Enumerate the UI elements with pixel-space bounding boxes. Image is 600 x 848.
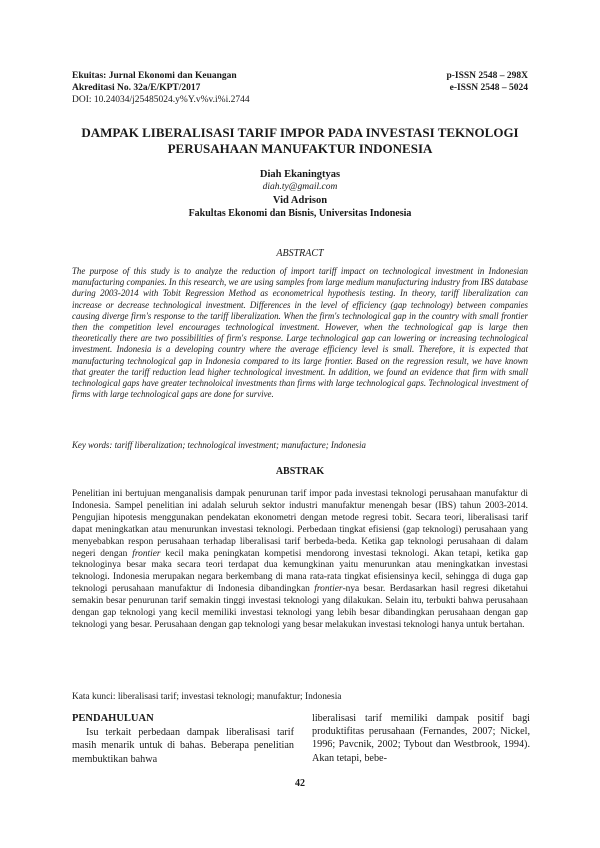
body-paragraph-left: Isu terkait perbedaan dampak liberalisasi tarif masih menarik untuk di bahas. Beberapa penelitian membuktikan bahwa <box>72 727 294 765</box>
page-number: 42 <box>295 778 305 789</box>
abstrak-text-part-1: Penelitian ini bertujuan menganalisis dampak penurunan tarif impor pada investasi teknologi perusahaan manufaktur di Indonesia. Sampel penelitian ini adalah seluruh sektor industri manufaktur menengah besar (IBS) tahun 2003-2014. Pengujian hipotesis menggunakan pendekatan ekonometri dengan metode regresi tobit. Secara teori, liberalisasi tarif dapat meningkatkan atau menurunkan investasi teknologi. Perbedaan tingkat efisiensi (gap teknologi) perusahaan yang menyebabkan respon perusahaan terhadap liberalisasi tarif berbeda-beda. Ketika gap teknologi perusahaan di dalam negeri dengan <box>72 489 528 559</box>
abstrak-text-part-3: -nya besar. Berdasarkan hasil regresi diketahui semakin besar penurunan tarif semakin tinggi investasi teknologi yang dilakukan. Selain itu, terbukti bahwa perusahaan dengan gap teknologi yang kecil memiliki investasi teknologi yang lebih besar dibandingkan perusahaan dengan gap teknologi yang besar. Perusahaan dengan gap teknologi yang besar melakukan investasi teknologi hanya untuk bertahan. <box>72 584 529 630</box>
paper-title <box>60 125 540 157</box>
abstrak-frontier-term-2: frontier <box>314 584 343 595</box>
section-heading: PENDAHULUAN <box>72 713 154 724</box>
author-1: Diah Ekaningtyas <box>259 169 341 180</box>
accreditation: Akreditasi No. 32a/E/KPT/2017 <box>72 83 201 93</box>
title-line-2: PERUSAHAAN MANUFAKTUR INDONESIA <box>167 141 433 156</box>
e-issn: e-ISSN 2548 – 5024 <box>449 83 528 93</box>
abstract-text: The purpose of this study is to analyze the reduction of import tariff impact on technological investment in Indonesian manufacturing companies. In this research, we are using samples from large medium manufacturing industry from IBS database during 2003-2014 with Tobit Regression Method as econometrical hypothesis testing. In theory, tariff liberalization can increase or decrease technological investment. Differences in the level of efficiency (gap technology) between companies causing diverge firm's response to the tariff liberalization. When the firm's technological gap in the country with small frontier then the competition level encourages technological investment. However, when the technological gap is large then theoretically there are two possibilities of firm's response. Large technological gap can lowering or increasing technological investment. Indonesia is a developing country where the average efficiency level is small. Therefore, it is expected that manufacturing technological gap in Indonesia compared to its large frontier. Based on the regression result, we have known that greater the tariff reduction lead higher technological investment. In addition, we found an evidence that firm with small technological gaps have greater technoloical investments than firms with large technological gaps. Technological investment of firms with large technological gaps are done for survive. <box>72 266 528 400</box>
body-left-column <box>72 712 294 766</box>
keywords-english: Key words: tariff liberalization; technological investment; manufacture; Indonesia <box>72 440 366 450</box>
affiliation: Fakultas Ekonomi dan Bisnis, Universitas Indonesia <box>188 208 412 219</box>
title-line-1: DAMPAK LIBERALISASI TARIF IMPOR PADA INVESTASI TEKNOLOGI <box>81 125 519 140</box>
author-email: diah.ty@gmail.com <box>262 182 338 192</box>
keywords-indonesian: Kata kunci: liberalisasi tarif; investasi teknologi; manufaktur; Indonesia <box>72 692 342 702</box>
body-paragraph-right: liberalisasi tarif memiliki dampak positif bagi produktifitas perusahaan (Fernandes, 2007; Nickel, 1996; Pavcnik, 2002; Tybout dan Westbrook, 1994). Akan tetapi, bebe- <box>312 713 530 764</box>
journal-name: Ekuitas: Jurnal Ekonomi dan Keuangan <box>72 71 237 81</box>
journal-header <box>72 70 528 106</box>
author-2: Vid Adrison <box>272 195 328 206</box>
abstrak-text <box>72 489 528 632</box>
author-block <box>60 168 540 220</box>
body-right-column <box>312 712 530 765</box>
abstract-heading: ABSTRACT <box>276 248 324 259</box>
abstrak-heading: ABSTRAK <box>275 466 325 477</box>
abstrak-text-part-2: kecil maka peningkatan kompetisi mendorong investasi teknologi. Akan tetapi, ketika gap teknologinya besar maka secara teori terdapat dua kemungkinan yaitu menurunkan atau meningkatkan investasi teknologi. Indonesia merupakan negara berkembang di mana rata-rata tingkat efisiensinya kecil, sehingga di duga gap teknologi perusahaan manufaktur di Indonesia dibandingkan <box>72 548 529 595</box>
p-issn: p-ISSN 2548 – 298X <box>446 71 528 81</box>
abstrak-frontier-term: frontier <box>132 548 161 559</box>
doi: DOI: 10.24034/j25485024.y%Y.v%v.i%i.2744 <box>72 95 250 105</box>
